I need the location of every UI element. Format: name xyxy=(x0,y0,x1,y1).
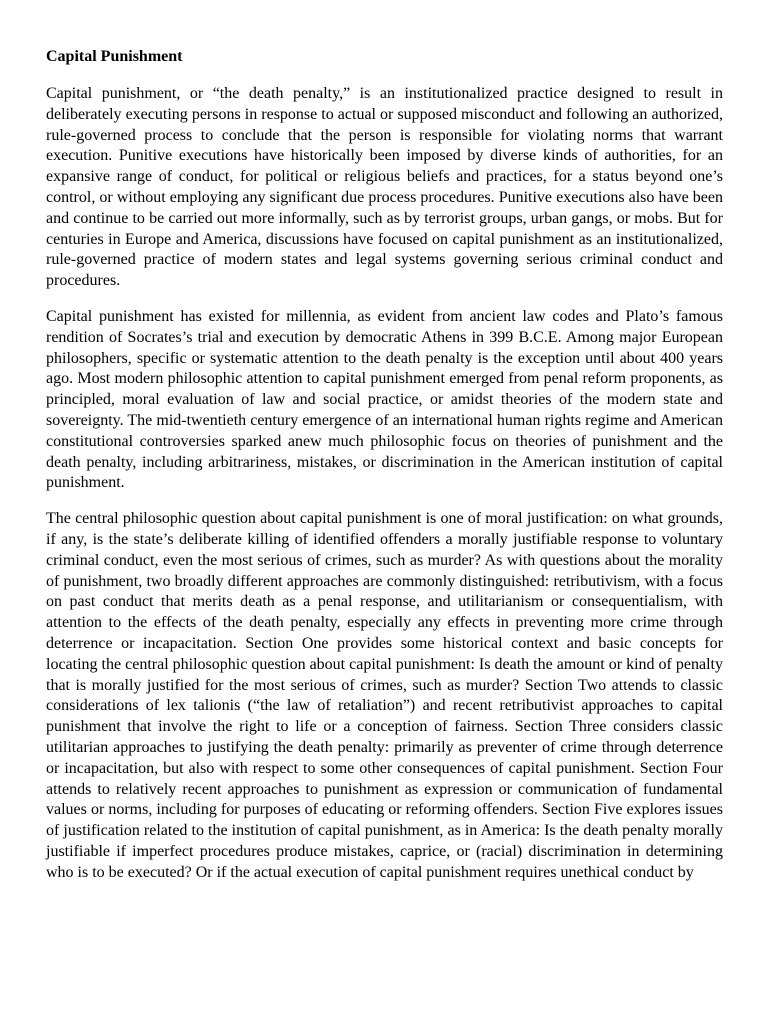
document-page xyxy=(46,46,723,898)
paragraph-2: Capital punishment has existed for millennia, as evident from ancient law codes and Plato’s famous rendition of Socrates’s trial and execution by democratic Athens in 399 B.C.E. Among major European philosophers, specific or systematic attention to the death penalty is the exception until about 400 years ago. Most modern philosophic attention to capital punishment emerged from penal reform proponents, as principled, moral evaluation of law and social practice, or amidst theories of the modern state and sovereignty. The mid-twentieth century emergence of an international human rights regime and American constitutional controversies sparked anew much philosophic focus on theories of punishment and the death penalty, including arbitrariness, mistakes, or discrimination in the American institution of capital punishment. xyxy=(46,307,723,492)
paragraph-3: The central philosophic question about capital punishment is one of moral justification: on what grounds, if any, is the state’s deliberate killing of identified offenders a morally justifiable response to voluntary criminal conduct, even the most serious of crimes, such as murder? As with questions about the morality of punishment, two broadly different approaches are commonly distinguished: retributivism, with a focus on past conduct that merits death as a penal response, and utilitarianism or consequentialism, with attention to the effects of the death penalty, especially any effects in preventing more crime through deterrence or incapacitation. Section One provides some historical context and basic concepts for locating the central philosophic question about capital punishment: Is death the amount or kind of penalty that is morally justified for the most serious of crimes, such as murder? Section Two attends to classic considerations of lex talionis (“the law of retaliation”) and recent retributivist approaches to capital punishment that involve the right to life or a conception of fairness. Section Three considers classic utilitarian approaches to justifying the death penalty: primarily as preventer of crime through deterrence or incapacitation, but also with respect to some other consequences of capital punishment. Section Four attends to relatively recent approaches to punishment as expression or communication of fundamental values or norms, including for purposes of educating or reforming offenders. Section Five explores issues of justification related to the institution of capital punishment, as in America: Is the death penalty morally justifiable if imperfect procedures produce mistakes, caprice, or (racial) discrimination in determining who is to be executed? Or if the actual execution of capital punishment requires unethical conduct by xyxy=(46,510,723,881)
document-title: Capital Punishment xyxy=(46,48,183,65)
paragraph-1: Capital punishment, or “the death penalty,” is an institutionalized practice designed to result in deliberately executing persons in response to actual or supposed misconduct and following an authorized, rule-governed process to conclude that the person is responsible for violating norms that warrant execution. Punitive executions have historically been imposed by diverse kinds of authorities, for an expansive range of conduct, for political or religious beliefs and practices, for a status beyond one’s control, or without employing any significant due process procedures. Punitive executions also have been and continue to be carried out more informally, such as by terrorist groups, urban gangs, or mobs. But for centuries in Europe and America, discussions have focused on capital punishment as an institutionalized, rule-governed practice of modern states and legal systems governing serious criminal conduct and procedures. xyxy=(46,85,723,290)
